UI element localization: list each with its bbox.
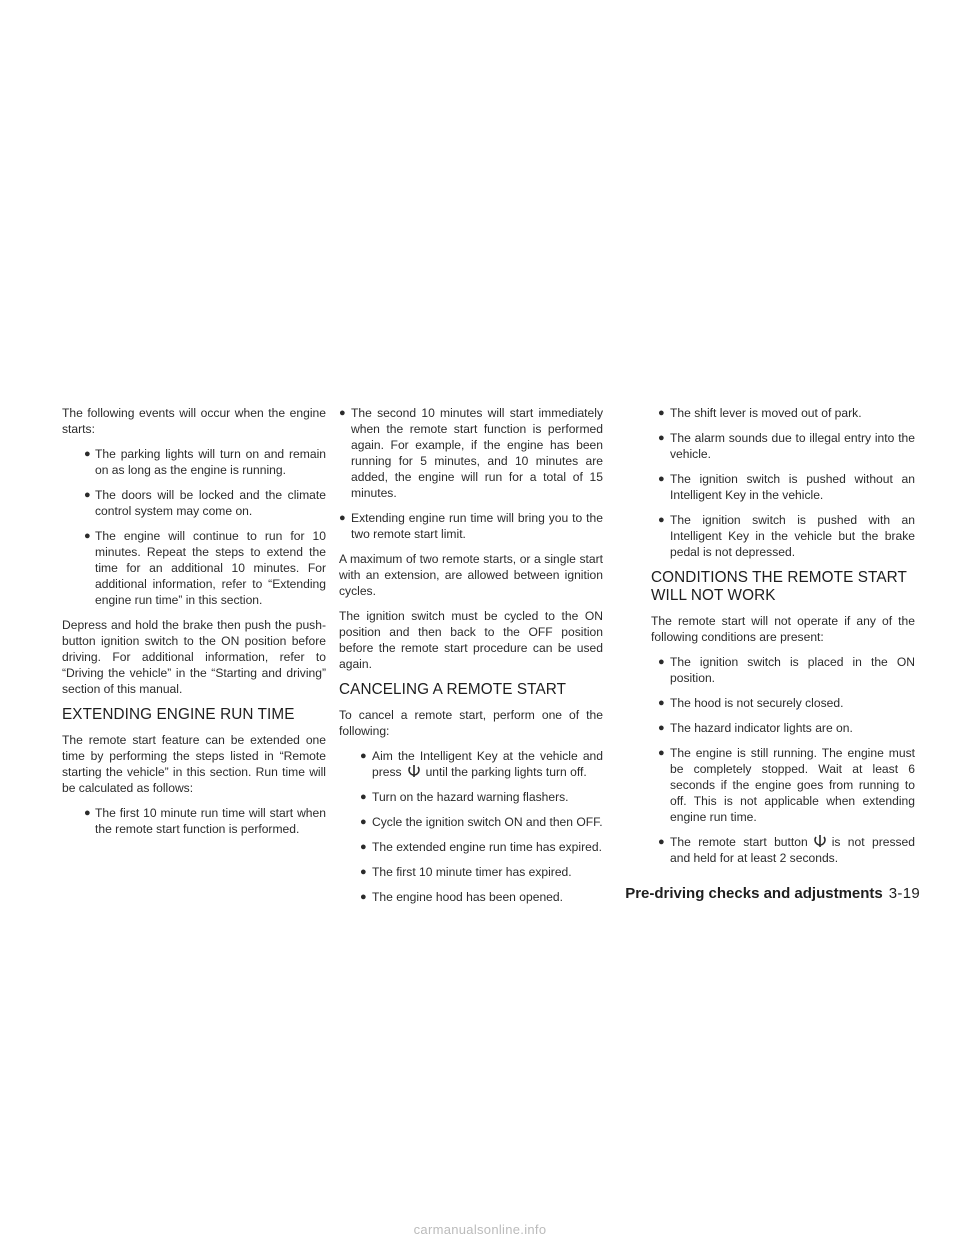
list-item: ● The second 10 minutes will start immediately when the remote start function is performed again. For example, if the engine has been running for 5 minutes, and 10 minutes are added, the engine will run for a total of 15 minutes. xyxy=(339,406,603,500)
bullet: ● xyxy=(339,512,346,524)
run-time-list-continued xyxy=(339,405,603,542)
bullet: ● xyxy=(658,407,665,419)
bullet: ● xyxy=(658,514,665,526)
conditions-list xyxy=(651,654,915,866)
conditions-intro-paragraph: The remote start will not operate if any of the following conditions are present: xyxy=(651,614,915,644)
bullet: ● xyxy=(360,791,367,803)
list-item: ● The hood is not securely closed. xyxy=(658,696,844,710)
ignition-cycle-paragraph: The ignition switch must be cycled to the ON position and then back to the OFF position before the remote start procedure can be used again. xyxy=(339,609,603,671)
engine-start-events-list xyxy=(62,446,326,608)
section-heading-extending: EXTENDING ENGINE RUN TIME xyxy=(62,706,295,723)
remote-start-icon xyxy=(405,764,423,778)
bullet: ● xyxy=(658,747,665,759)
list-item: ● The hazard indicator lights are on. xyxy=(658,721,853,735)
section-title: Pre-driving checks and adjustments xyxy=(625,885,883,902)
section-heading-conditions: CONDITIONS THE REMOTE START WILL NOT WORK xyxy=(651,569,907,604)
bullet: ● xyxy=(658,722,665,734)
bullet: ● xyxy=(658,432,665,444)
cancel-intro-paragraph: To cancel a remote start, perform one of the following: xyxy=(339,708,603,738)
list-item: ● The ignition switch is pushed without an Intelligent Key in the vehicle. xyxy=(658,472,915,502)
bullet: ● xyxy=(360,750,367,762)
list-item: ● The alarm sounds due to illegal entry into the vehicle. xyxy=(658,431,915,461)
bullet: ● xyxy=(360,816,367,828)
column-3 xyxy=(651,405,915,875)
bullet: ● xyxy=(658,836,665,848)
list-item: ● The doors will be locked and the climate control system may come on. xyxy=(84,488,326,518)
bullet: ● xyxy=(84,448,91,460)
list-item: ● Extending engine run time will bring you to the two remote start limit. xyxy=(339,511,603,541)
bullet: ● xyxy=(84,807,91,819)
list-item: ● Turn on the hazard warning flashers. xyxy=(360,790,569,804)
list-item: ● The engine will continue to run for 10 minutes. Repeat the steps to extend the time for an additional 10 minutes. For additional information, refer to “Extending engine run time” in this section. xyxy=(84,529,326,607)
bullet: ● xyxy=(658,697,665,709)
extending-paragraph: The remote start feature can be extended one time by performing the steps listed in “Remote starting the vehicle” in this section. Run time will be calculated as follows: xyxy=(62,733,326,795)
list-item: ● The ignition switch is placed in the ON position. xyxy=(658,655,915,685)
list-item: ● The ignition switch is pushed with an Intelligent Key in the vehicle but the brake pedal is not depressed. xyxy=(658,513,915,559)
list-item: ● The first 10 minute timer has expired. xyxy=(360,865,572,879)
list-item: ● Aim the Intelligent Key at the vehicle and press until the parking lights turn off. xyxy=(360,749,603,779)
page-number: 3-19 xyxy=(888,885,920,902)
list-item: ● The engine is still running. The engine must be completely stopped. Wait at least 6 seconds if the engine goes from running to off. This is not applicable when extending engine run time. xyxy=(658,746,915,824)
list-item: ● The shift lever is moved out of park. xyxy=(658,406,862,420)
bullet: ● xyxy=(339,407,346,419)
cancel-methods-list-continued xyxy=(651,405,915,560)
list-item: ● The parking lights will turn on and remain on as long as the engine is running. xyxy=(84,447,326,477)
watermark: carmanualsonline.info xyxy=(413,1222,547,1237)
max-starts-paragraph: A maximum of two remote starts, or a single start with an extension, are allowed between ignition cycles. xyxy=(339,552,603,598)
remote-start-icon xyxy=(811,834,829,848)
brake-paragraph: Depress and hold the brake then push the push-button ignition switch to the ON position before driving. For additional information, refer to “Driving the vehicle” in the “Starting and driving” section of this manual. xyxy=(62,618,326,696)
intro-text: The following events will occur when the engine starts: xyxy=(62,406,326,436)
list-item: ● The first 10 minute run time will start when the remote start function is performed. xyxy=(84,806,326,836)
list-item: ● Cycle the ignition switch ON and then OFF. xyxy=(360,815,603,829)
list-item: ● The extended engine run time has expired. xyxy=(360,840,602,854)
bullet: ● xyxy=(658,473,665,485)
list-item: ● The engine hood has been opened. xyxy=(360,890,563,904)
bullet: ● xyxy=(84,530,91,542)
column-1 xyxy=(62,405,326,846)
list-item: ● The remote start button is not pressed and held for at least 2 seconds. xyxy=(658,835,915,865)
section-heading-canceling: CANCELING A REMOTE START xyxy=(339,681,567,698)
bullet: ● xyxy=(360,841,367,853)
run-time-list xyxy=(62,805,326,837)
cancel-methods-list xyxy=(360,748,603,905)
bullet: ● xyxy=(658,656,665,668)
bullet: ● xyxy=(360,866,367,878)
bullet: ● xyxy=(84,489,91,501)
column-2 xyxy=(339,405,603,914)
bullet: ● xyxy=(360,891,367,903)
page-footer xyxy=(560,885,920,902)
